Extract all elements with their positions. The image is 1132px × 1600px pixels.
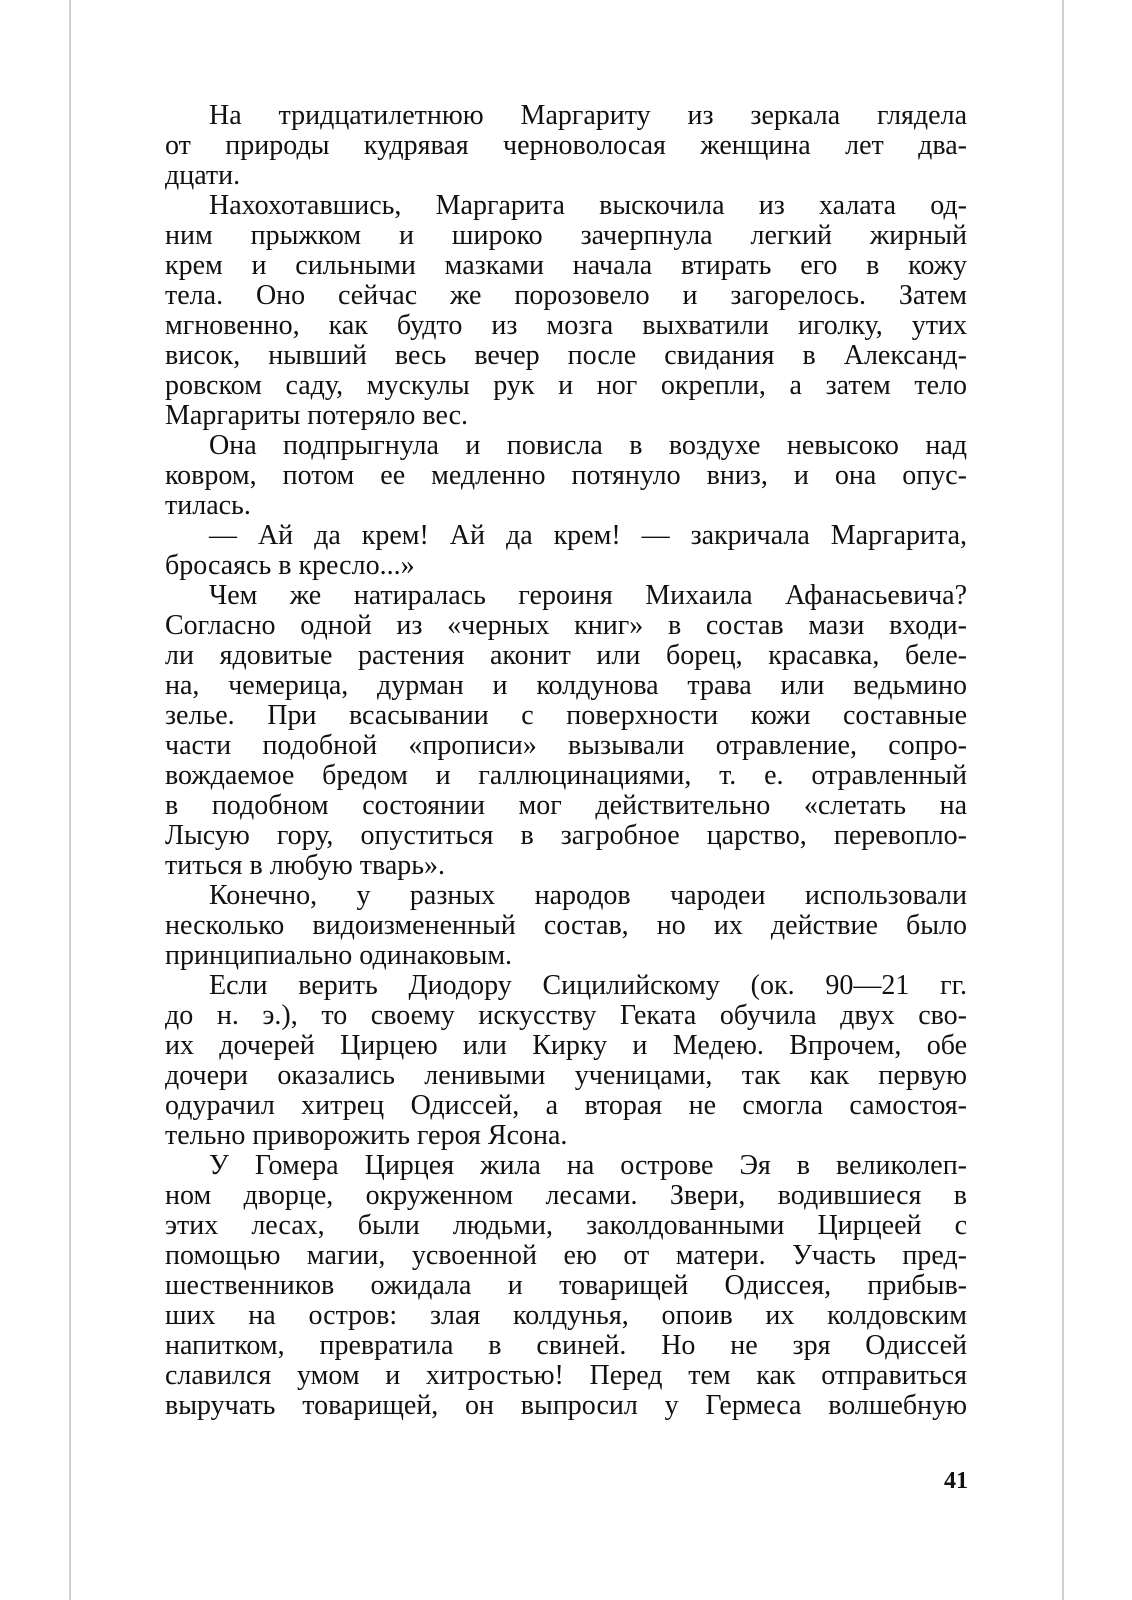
text-line: ном дворце, окруженном лесами. Звери, водившиеся в xyxy=(165,1180,967,1211)
text-line: этих лесах, были людьми, заколдованными Цирцеей с xyxy=(165,1210,967,1241)
page-edge-left xyxy=(69,0,71,1600)
text-line: ковром, потом ее медленно потянуло вниз, и она опус- xyxy=(165,460,967,491)
text-line: от природы кудрявая черноволосая женщина лет два- xyxy=(165,130,967,161)
text-line: на, чемерица, дурман и колдунова трава или ведьмино xyxy=(165,670,967,701)
text-line: ровском саду, мускулы рук и ног окрепли, а затем тело xyxy=(165,370,967,401)
text-line: — Ай да крем! Ай да крем! — закричала Маргарита, xyxy=(209,520,967,551)
text-line: Она подпрыгнула и повисла в воздухе невысоко над xyxy=(209,430,967,461)
text-line: несколько видоизмененный состав, но их действие было xyxy=(165,910,967,941)
paragraph xyxy=(165,1151,967,1421)
text-line: до н. э.), то своему искусству Геката обучила двух сво- xyxy=(165,1000,967,1031)
text-line: Если верить Диодору Сицилийскому (ок. 90—21 гг. xyxy=(209,970,967,1001)
text-line: их дочерей Цирцею или Кирку и Медею. Впрочем, обе xyxy=(165,1030,967,1061)
text-line: титься в любую тварь». xyxy=(165,850,446,881)
text-line: Чем же натиралась героиня Михаила Афанасьевича? xyxy=(209,580,967,611)
text-line: в подобном состоянии мог действительно «слетать на xyxy=(165,790,967,821)
text-line: помощью магии, усвоенной ею от матери. Участь пред- xyxy=(165,1240,967,1271)
text-line: Конечно, у разных народов чародеи использовали xyxy=(209,880,967,911)
paragraph xyxy=(165,191,967,431)
text-line: дцати. xyxy=(165,160,241,191)
paragraph xyxy=(165,581,967,881)
text-line: одурачил хитрец Одиссей, а вторая не смогла самостоя- xyxy=(165,1090,967,1121)
page-number: 41 xyxy=(944,1468,968,1494)
paragraph xyxy=(165,431,967,521)
text-line: вождаемое бредом и галлюцинациями, т. е. отравленный xyxy=(165,760,967,791)
text-line: тельно приворожить героя Ясона. xyxy=(165,1120,568,1151)
text-line: шественников ожидала и товарищей Одиссея, прибыв- xyxy=(165,1270,967,1301)
text-line: ших на остров: злая колдунья, опоив их колдовским xyxy=(165,1300,967,1331)
text-line: У Гомера Цирцея жила на острове Эя в великолеп- xyxy=(209,1150,967,1181)
paragraph xyxy=(165,881,967,971)
text-line: мгновенно, как будто из мозга выхватили иголку, утих xyxy=(165,310,967,341)
text-line: Лысую гору, опуститься в загробное царство, перевопло- xyxy=(165,820,967,851)
page-edge-right xyxy=(1062,0,1064,1600)
text-line: славился умом и хитростью! Перед тем как отправиться xyxy=(165,1360,967,1391)
text-line: зелье. При всасывании с поверхности кожи составные xyxy=(165,700,967,731)
paragraph xyxy=(165,521,967,581)
paragraph xyxy=(165,101,967,191)
text-line: выручать товарищей, он выпросил у Гермеса волшебную xyxy=(165,1390,967,1421)
text-line: крем и сильными мазками начала втирать его в кожу xyxy=(165,250,967,281)
text-line: ли ядовитые растения аконит или борец, красавка, беле- xyxy=(165,640,967,671)
text-line: висок, нывший весь вечер после свидания в Александ- xyxy=(165,340,967,371)
text-line: дочери оказались ленивыми ученицами, так как первую xyxy=(165,1060,967,1091)
text-line: ним прыжком и широко зачерпнула легкий жирный xyxy=(165,220,967,251)
paragraph xyxy=(165,971,967,1151)
text-line: напитком, превратила в свиней. Но не зря Одиссей xyxy=(165,1330,967,1361)
text-line: части подобной «прописи» вызывали отравление, сопро- xyxy=(165,730,967,761)
text-line: На тридцатилетнюю Маргариту из зеркала глядела xyxy=(209,100,967,131)
text-line: Нахохотавшись, Маргарита выскочила из халата од- xyxy=(209,190,967,221)
text-line: бросаясь в кресло...» xyxy=(165,550,415,581)
body-text xyxy=(165,101,967,1421)
text-line: тилась. xyxy=(165,490,251,521)
text-line: принципиально одинаковым. xyxy=(165,940,513,971)
text-line: тела. Оно сейчас же порозовело и загорелось. Затем xyxy=(165,280,967,311)
text-line: Согласно одной из «черных книг» в состав мази входи- xyxy=(165,610,967,641)
text-line: Маргариты потеряло вес. xyxy=(165,400,469,431)
